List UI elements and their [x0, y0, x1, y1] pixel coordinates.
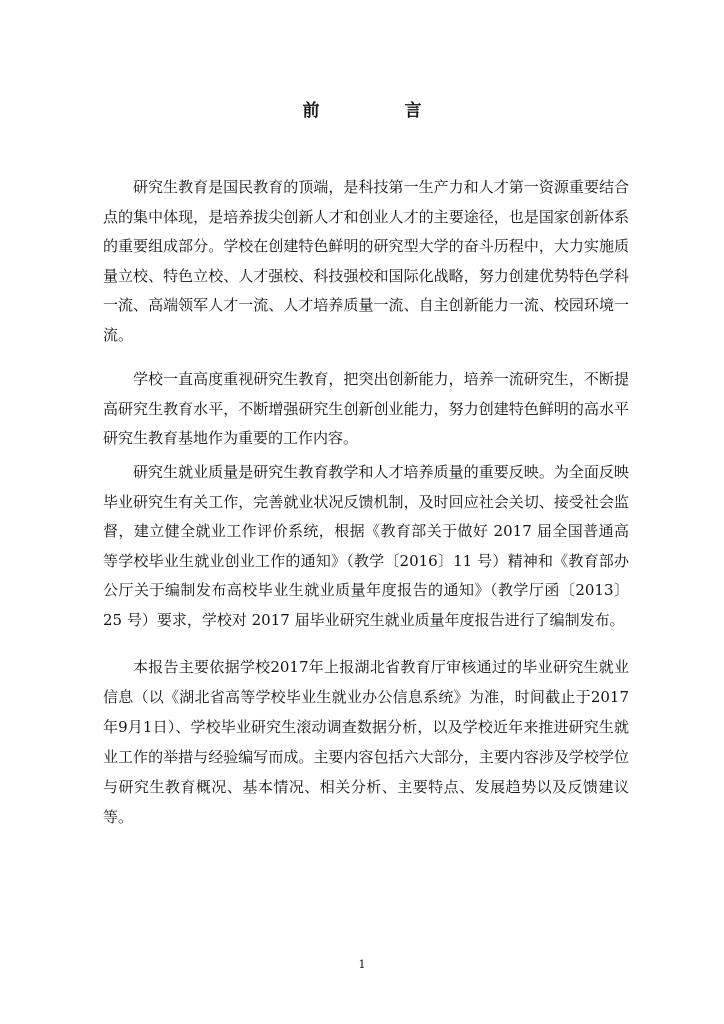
page-number: 1 — [358, 958, 366, 971]
paragraph-employment-quality: 研究生就业质量是研究生教育教学和人才培养质量的重要反映。为全面反映毕业研究生有关工作，完善就业状况反馈机制，及时回应社会关切、接受社会监督，建立健全就业工作评价系统，根据《教育部关于做好 2017 届全国普通高等学校毕业生就业创业工作的通知》（教学〔2016〕11 号）精神和《教育部办公厅关于编制发布高校毕业生就业质量年度报告的通知》（教学厅函〔2013〕25 号）要求，学校对 2017 届毕业研究生就业质量年度报告进行了编制发布。 — [103, 463, 629, 629]
paragraph-introduction: 研究生教育是国民教育的顶端，是科技第一生产力和人才第一资源重要结合点的集中体现，是培养拔尖创新人才和创业人才的主要途径，也是国家创新体系的重要组成部分。学校在创建特色鲜明的研究型大学的奋斗历程中，大力实施质量立校、特色立校、人才强校、科技强校和国际化战略，努力创建优势特色学科一流、高端领军人才一流、人才培养质量一流、自主创新能力一流、校园环境一流。 — [103, 178, 629, 344]
paragraph-school-commitment: 学校一直高度重视研究生教育，把突出创新能力，培养一流研究生，不断提高研究生教育水平，不断增强研究生创新创业能力，努力创建特色鲜明的高水平研究生教育基地作为重要的工作内容。 — [103, 370, 629, 447]
page-title: 前 言 — [302, 101, 456, 121]
paragraph-report-basis: 本报告主要依据学校2017年上报湖北省教育厅审核通过的毕业研究生就业信息（以《湖北省高等学校毕业生就业办公信息系统》为准，时间截止于2017年9月1日）、学校毕业研究生滚动调查数据分析，以及学校近年来推进研究生就业工作的举措与经验编写而成。主要内容包括六大部分，主要内容涉及学校学位与研究生教育概况、基本情况、相关分析、主要特点、发展趋势以及反馈建议等。 — [103, 658, 629, 826]
